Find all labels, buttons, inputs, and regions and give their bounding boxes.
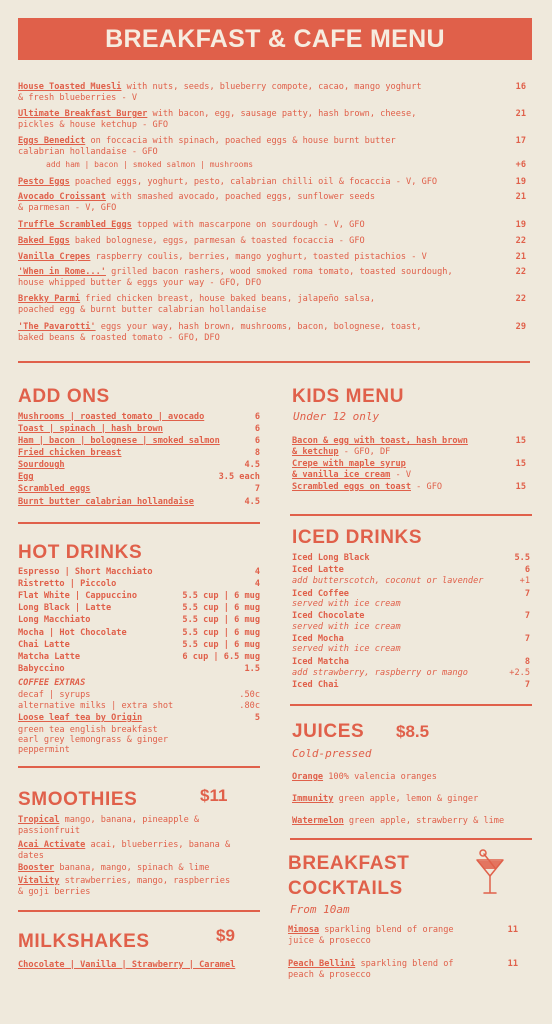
hot-drink-size: 5.5 cup | 6 mug	[182, 615, 260, 625]
coffee-extras-heading: COFFEE EXTRAS	[18, 678, 86, 688]
addon-item: Egg	[18, 472, 34, 482]
hot-drinks-heading: HOT DRINKS	[18, 542, 143, 563]
iced-drink-price: 6	[524, 565, 530, 575]
hot-drink-item: Long Black | Latte	[18, 603, 112, 613]
iced-drink-note: served with ice cream	[292, 644, 401, 654]
iced-drink-item: Iced Chocolate	[292, 611, 365, 621]
juice-item: Immunity green apple, lemon & ginger	[292, 794, 479, 804]
cocktail-item: Peach Bellini sparkling blend of peach & prosecco	[288, 959, 454, 980]
addon-price: 4.5	[244, 460, 260, 470]
kids-price: 15	[515, 482, 526, 492]
coffee-extra-price: .50c	[239, 690, 260, 700]
addons-heading: ADD ONS	[18, 386, 110, 407]
divider	[18, 361, 530, 363]
breakfast-price: 21	[515, 192, 526, 202]
breakfast-price: 19	[515, 220, 526, 230]
cocktails-subtitle: From 10am	[290, 903, 350, 916]
smoothie-item: Tropical mango, banana, pineapple & passionfruit	[18, 815, 200, 836]
milkshake-flavours: Chocolate | Vanilla | Strawberry | Caramel	[18, 960, 236, 970]
addon-item: Mushrooms | roasted tomato | avocado	[18, 412, 205, 422]
divider	[290, 704, 532, 706]
coffee-extra-item: decaf | syrups	[18, 690, 91, 700]
juices-subtitle: Cold-pressed	[292, 747, 372, 760]
hot-drink-item: Long Macchiato	[18, 615, 91, 625]
addon-price: 6	[254, 436, 260, 446]
kids-item: Crepe with maple syrup & vanilla ice cream - V	[292, 459, 412, 480]
hot-drink-item: Mocha | Hot Chocolate	[18, 628, 127, 638]
iced-drink-item: Iced Mocha	[292, 634, 344, 644]
addon-price: 7	[254, 484, 260, 494]
menu-title-banner	[18, 18, 532, 60]
breakfast-item: Truffle Scrambled Eggs topped with mascarpone on sourdough - V, GFO	[18, 220, 365, 230]
hot-drink-size: 5.5 cup | 6 mug	[182, 640, 260, 650]
breakfast-item: Vanilla Crepes raspberry coulis, berries, mango yoghurt, toasted pistachios - V	[18, 252, 427, 262]
iced-drink-note-price: +2.5	[509, 668, 530, 678]
hot-drink-item: Flat White | Cappuccino	[18, 591, 137, 601]
addon-item: Sourdough	[18, 460, 65, 470]
benedict-addon-price: +6	[515, 160, 526, 170]
addon-item: Burnt butter calabrian hollandaise	[18, 497, 194, 507]
divider	[18, 766, 260, 768]
iced-drink-price: 5.5	[514, 553, 530, 563]
hot-drink-price: 4	[254, 567, 260, 577]
smoothie-item: Acai Activate acai, blueberries, banana & dates	[18, 840, 231, 861]
cocktail-price: 11	[507, 959, 518, 969]
juices-heading: JUICES	[292, 721, 365, 742]
kids-heading: KIDS MENU	[292, 386, 405, 407]
iced-drink-price: 7	[524, 589, 530, 599]
hot-drink-size: 5.5 cup | 6 mug	[182, 628, 260, 638]
addon-item: Scrambled eggs	[18, 484, 91, 494]
iced-drink-note-price: +1	[519, 576, 530, 586]
smoothie-item: Vitality strawberries, mango, raspberries & goji berries	[18, 876, 231, 897]
breakfast-item: Pesto Eggs poached eggs, yoghurt, pesto, calabrian chilli oil & focaccia - V, GFO	[18, 177, 438, 187]
coffee-extra-item: alternative milks | extra shot	[18, 701, 174, 711]
iced-drink-item: Iced Latte	[292, 565, 344, 575]
milkshakes-price: $9	[216, 926, 235, 945]
iced-drink-note: served with ice cream	[292, 599, 401, 609]
cocktail-glass-icon	[474, 846, 508, 898]
breakfast-item: Eggs Benedict on foccacia with spinach, poached eggs & house burnt butter calabrian hollandaise - GFO	[18, 136, 396, 157]
breakfast-item: Baked Eggs baked bolognese, eggs, parmesan & toasted focaccia - GFO	[18, 236, 365, 246]
divider	[290, 514, 532, 516]
kids-item: Scrambled eggs on toast - GFO	[292, 482, 443, 492]
iced-drink-price: 7	[524, 611, 530, 621]
breakfast-price: 21	[515, 252, 526, 262]
juices-price: $8.5	[396, 722, 430, 741]
addon-price: 3.5 each	[218, 472, 260, 482]
breakfast-item: 'When in Rome...' grilled bacon rashers, wood smoked roma tomato, toasted sourdough, house whipped butter & eggs your way - GFO, DFO	[18, 267, 453, 288]
breakfast-price: 29	[515, 322, 526, 332]
cocktails-heading-line1: BREAKFAST	[288, 853, 410, 874]
kids-item: Bacon & egg with toast, hash brown & ketchup - GFO, DF	[292, 436, 468, 457]
hot-drink-item: Chai Latte	[18, 640, 70, 650]
breakfast-item: Brekky Parmi fried chicken breast, house baked beans, jalapeño salsa, poached egg & burnt butter calabrian hollandaise	[18, 294, 376, 315]
iced-drink-note: served with ice cream	[292, 622, 401, 632]
addon-price: 6	[254, 424, 260, 434]
cocktail-price: 11	[507, 925, 518, 935]
kids-subtitle: Under 12 only	[293, 410, 380, 423]
breakfast-price: 22	[515, 267, 526, 277]
breakfast-item: 'The Pavarotti' eggs your way, hash brown, mushrooms, bacon, bolognese, toast, baked beans & roasted tomato - GFO, DFO	[18, 322, 422, 343]
benedict-addon: add ham | bacon | smoked salmon | mushrooms	[46, 160, 254, 169]
addon-item: Ham | bacon | bolognese | smoked salmon	[18, 436, 220, 446]
juice-item: Watermelon green apple, strawberry & lime	[292, 816, 505, 826]
breakfast-price: 22	[515, 294, 526, 304]
kids-price: 15	[515, 459, 526, 469]
smoothies-price: $11	[200, 786, 228, 805]
hot-drink-item: Ristretto | Piccolo	[18, 579, 117, 589]
kids-price: 15	[515, 436, 526, 446]
smoothie-item: Booster banana, mango, spinach & lime	[18, 863, 210, 873]
iced-drink-item: Iced Long Black	[292, 553, 370, 563]
addon-price: 6	[254, 412, 260, 422]
breakfast-price: 22	[515, 236, 526, 246]
iced-drink-note: add strawberry, raspberry or mango	[292, 668, 468, 678]
smoothies-heading: SMOOTHIES	[18, 789, 138, 810]
iced-drink-price: 7	[524, 634, 530, 644]
iced-drink-note: add butterscotch, coconut or lavender	[292, 576, 484, 586]
iced-drink-item: Iced Coffee	[292, 589, 349, 599]
hot-drink-price: 1.5	[244, 664, 260, 674]
iced-drink-item: Iced Chai	[292, 680, 339, 690]
addon-price: 8	[254, 448, 260, 458]
breakfast-price: 19	[515, 177, 526, 187]
tea-option-line: peppermint	[18, 745, 70, 755]
breakfast-price: 17	[515, 136, 526, 146]
hot-drink-item: Babyccino	[18, 664, 65, 674]
hot-drink-size: 5.5 cup | 6 mug	[182, 603, 260, 613]
addon-price: 4.5	[244, 497, 260, 507]
breakfast-item: House Toasted Muesli with nuts, seeds, blueberry compote, cacao, mango yoghurt & fresh blueberries - V	[18, 82, 422, 103]
iced-drink-price: 8	[524, 657, 530, 667]
coffee-extra-price: .80c	[239, 701, 260, 711]
tea-option-line: earl grey lemongrass & ginger	[18, 735, 169, 745]
hot-drink-item: Matcha Latte	[18, 652, 81, 662]
divider	[18, 522, 260, 524]
tea-option-line: green tea english breakfast	[18, 725, 158, 735]
tea-item: Loose leaf tea by Origin	[18, 713, 143, 723]
milkshakes-heading: MILKSHAKES	[18, 931, 150, 952]
breakfast-item: Ultimate Breakfast Burger with bacon, egg, sausage patty, hash brown, cheese, pickles & house ketchup - GFO	[18, 109, 417, 130]
cocktails-heading-line2: COCKTAILS	[288, 878, 403, 899]
hot-drink-size: 5.5 cup | 6 mug	[182, 591, 260, 601]
breakfast-item: Avocado Croissant with smashed avocado, poached eggs, sunflower seeds & parmesan - V, GFO	[18, 192, 376, 213]
iced-drink-price: 7	[524, 680, 530, 690]
hot-drink-item: Espresso | Short Macchiato	[18, 567, 153, 577]
addon-item: Toast | spinach | hash brown	[18, 424, 163, 434]
hot-drink-size: 6 cup | 6.5 mug	[182, 652, 260, 662]
hot-drink-price: 4	[254, 579, 260, 589]
iced-drinks-heading: ICED DRINKS	[292, 527, 423, 548]
tea-price: 5	[254, 713, 260, 723]
juice-item: Orange 100% valencia oranges	[292, 772, 437, 782]
cocktail-item: Mimosa sparkling blend of orange juice & prosecco	[288, 925, 454, 946]
menu-title: BREAKFAST & CAFE MENU	[105, 25, 445, 53]
breakfast-price: 21	[515, 109, 526, 119]
divider	[18, 910, 260, 912]
breakfast-price: 16	[515, 82, 526, 92]
divider	[290, 838, 532, 840]
iced-drink-item: Iced Matcha	[292, 657, 349, 667]
addon-item: Fried chicken breast	[18, 448, 122, 458]
